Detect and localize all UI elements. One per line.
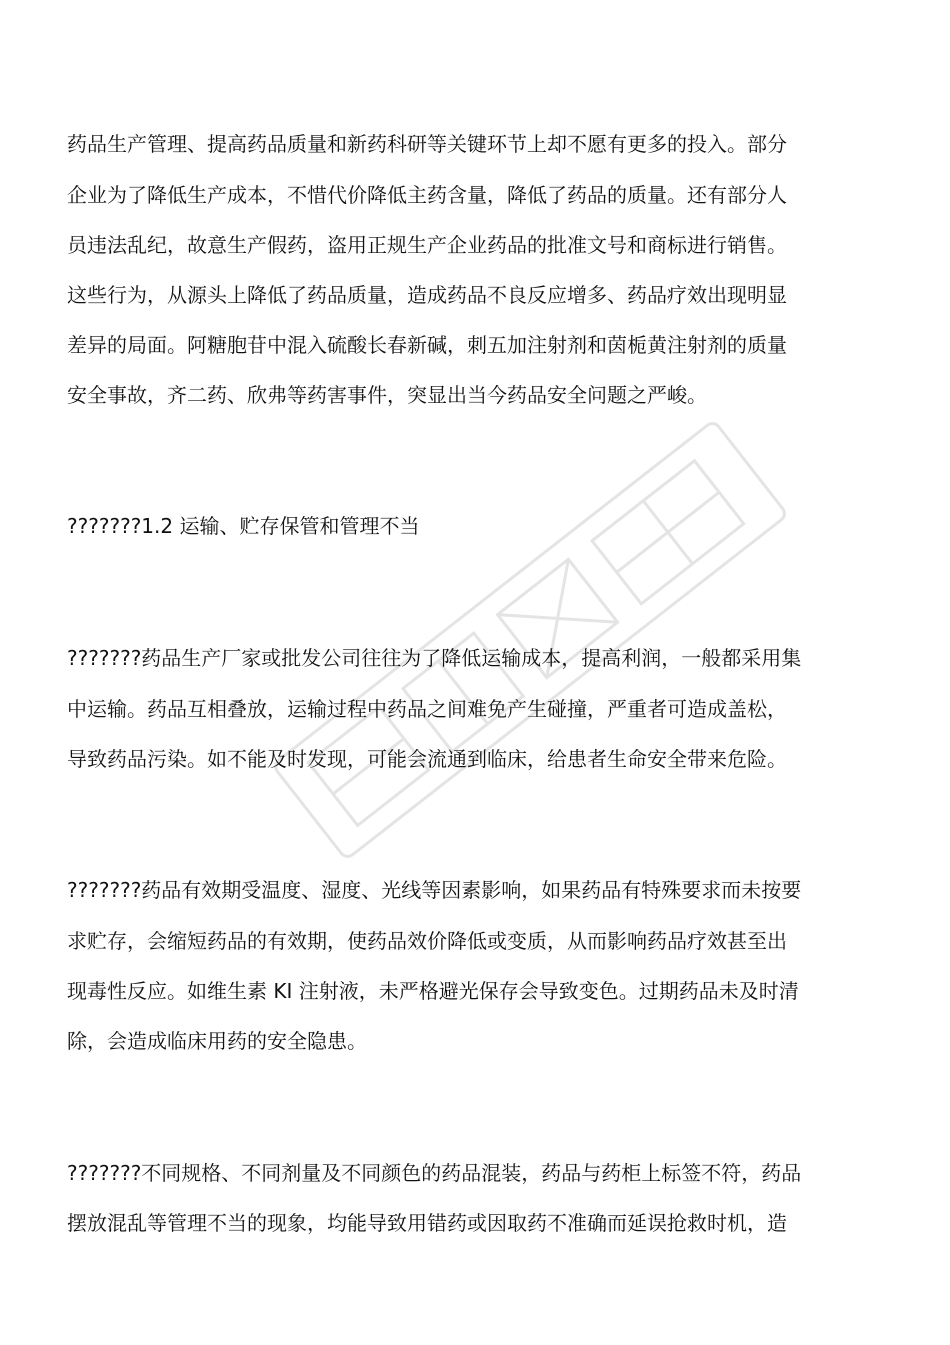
paragraph-1-line-3: 员违法乱纪，故意生产假药，盗用正规生产企业药品的批准文号和商标进行销售。: [67, 233, 787, 257]
paragraph-3-line-3: 现毒性反应。如维生素 KI 注射液，未严格避光保存会导致变色。过期药品未及时清: [67, 979, 799, 1003]
paragraph-1-line-6: 安全事故，齐二药、欣弗等药害事件，突显出当今药品安全问题之严峻。: [67, 383, 707, 407]
paragraph-4-line-1: ???????不同规格、不同剂量及不同颜色的药品混装，药品与药柜上标签不符，药品: [67, 1161, 802, 1185]
paragraph-3-line-2: 求贮存，会缩短药品的有效期，使药品效价降低或变质，从而影响药品疗效甚至出: [67, 929, 787, 953]
paragraph-1-line-1: 药品生产管理、提高药品质量和新药科研等关键环节上却不愿有更多的投入。部分: [67, 132, 787, 156]
paragraph-4-line-2: 摆放混乱等管理不当的现象，均能导致用错药或因取药不准确而延误抢救时机，造: [67, 1211, 787, 1235]
watermark-logo: [210, 380, 850, 900]
paragraph-1-line-5: 差异的局面。阿糖胞苷中混入硫酸长春新碱，刺五加注射剂和茵栀黄注射剂的质量: [67, 333, 787, 357]
paragraph-2-line-1: ???????药品生产厂家或批发公司往往为了降低运输成本，提高利润，一般都采用集: [67, 646, 802, 670]
paragraph-2-line-3: 导致药品污染。如不能及时发现，可能会流通到临床，给患者生命安全带来危险。: [67, 747, 787, 771]
section-heading: ???????1.2 运输、贮存保管和管理不当: [67, 514, 420, 538]
paragraph-1-line-2: 企业为了降低生产成本，不惜代价降低主药含量，降低了药品的质量。还有部分人: [67, 183, 787, 207]
paragraph-1-line-4: 这些行为，从源头上降低了药品质量，造成药品不良反应增多、药品疗效出现明显: [67, 283, 787, 307]
paragraph-2-line-2: 中运输。药品互相叠放，运输过程中药品之间难免产生碰撞，严重者可造成盖松，: [67, 697, 787, 721]
paragraph-3-line-4: 除，会造成临床用药的安全隐患。: [67, 1029, 367, 1053]
paragraph-3-line-1: ???????药品有效期受温度、湿度、光线等因素影响，如果药品有特殊要求而未按要: [67, 878, 802, 902]
